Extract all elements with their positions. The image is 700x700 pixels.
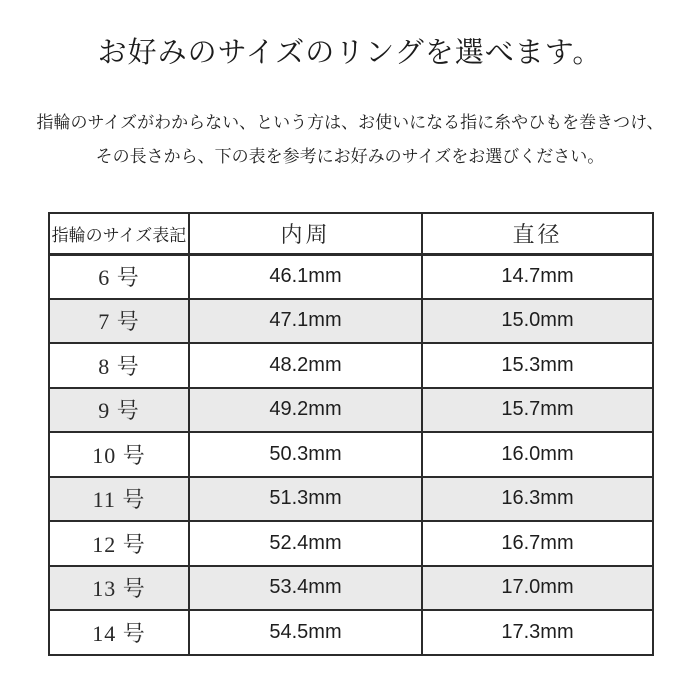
diameter-cell: 17.0mm: [422, 566, 653, 611]
diameter-cell: 16.3mm: [422, 477, 653, 522]
table-row: [49, 254, 653, 299]
ring-size-cell: 10 号: [49, 432, 189, 477]
header-inner-circumference: 内周: [189, 213, 422, 254]
ring-size-cell: 6 号: [49, 254, 189, 299]
header-ring-size: 指輪のサイズ表記: [49, 213, 189, 254]
inner-circumference-cell: 52.4mm: [189, 521, 422, 566]
instructions-line-2: その長さから、下の表を参考にお好みのサイズをお選びください。: [95, 147, 605, 166]
ring-size-table: [48, 212, 654, 656]
instructions-text: [0, 106, 700, 174]
inner-circumference-cell: 51.3mm: [189, 477, 422, 522]
table-row: [49, 388, 653, 433]
table-row: [49, 610, 653, 655]
diameter-cell: 17.3mm: [422, 610, 653, 655]
inner-circumference-cell: 53.4mm: [189, 566, 422, 611]
diameter-cell: 14.7mm: [422, 254, 653, 299]
instructions-line-1: 指輪のサイズがわからない、という方は、お使いになる指に糸やひもを巻きつけ、: [36, 113, 664, 132]
inner-circumference-cell: 50.3mm: [189, 432, 422, 477]
inner-circumference-cell: 46.1mm: [189, 254, 422, 299]
ring-size-cell: 8 号: [49, 343, 189, 388]
ring-size-cell: 7 号: [49, 299, 189, 344]
table-row: [49, 432, 653, 477]
inner-circumference-cell: 54.5mm: [189, 610, 422, 655]
page-title: お好みのサイズのリングを選べます。: [97, 37, 603, 69]
ring-size-cell: 12 号: [49, 521, 189, 566]
header-diameter: 直径: [422, 213, 653, 254]
inner-circumference-cell: 48.2mm: [189, 343, 422, 388]
table-header-row: [49, 213, 653, 254]
diameter-cell: 15.7mm: [422, 388, 653, 433]
table-row: [49, 521, 653, 566]
ring-size-table-container: [48, 212, 652, 656]
inner-circumference-cell: 49.2mm: [189, 388, 422, 433]
ring-size-cell: 13 号: [49, 566, 189, 611]
diameter-cell: 16.7mm: [422, 521, 653, 566]
diameter-cell: 16.0mm: [422, 432, 653, 477]
table-row: [49, 566, 653, 611]
inner-circumference-cell: 47.1mm: [189, 299, 422, 344]
diameter-cell: 15.0mm: [422, 299, 653, 344]
table-row: [49, 299, 653, 344]
diameter-cell: 15.3mm: [422, 343, 653, 388]
table-row: [49, 477, 653, 522]
table-row: [49, 343, 653, 388]
ring-size-cell: 11 号: [49, 477, 189, 522]
ring-size-cell: 14 号: [49, 610, 189, 655]
ring-size-cell: 9 号: [49, 388, 189, 433]
